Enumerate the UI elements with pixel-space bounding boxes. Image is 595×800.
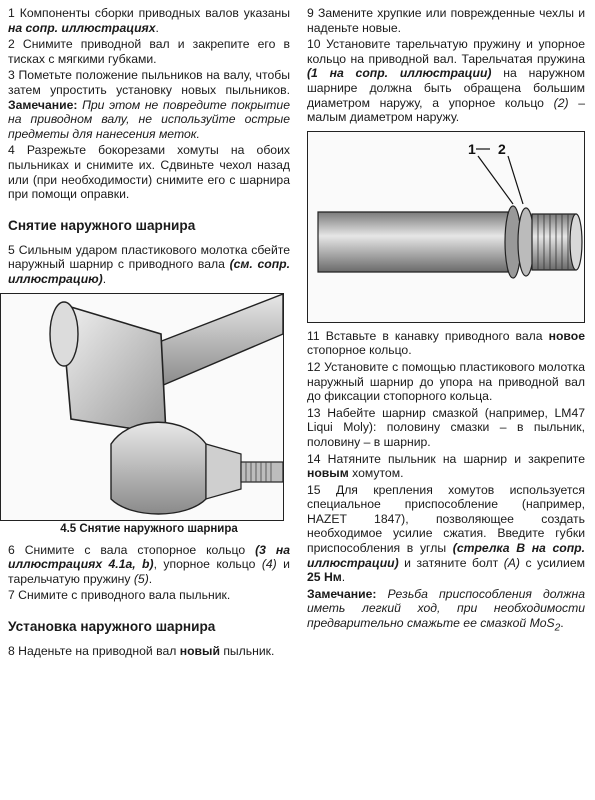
text: 15 Для крепления хомутов используется специальное приспособление (например, HAZET 1847), позволяющее создать необходимое усилие сжатия. Введите губки приспособления в углы	[307, 482, 585, 556]
step-15	[307, 483, 585, 585]
step-9: 9 Замените хрупкие или поврежденные чехлы и наденьте новые.	[307, 6, 585, 35]
text: 11 Вставьте в канавку приводного вала	[307, 328, 549, 343]
ref: (1 на сопр. иллюстрации)	[307, 66, 492, 81]
text: хомутом.	[348, 466, 404, 481]
step-8	[8, 644, 290, 659]
step-1	[8, 6, 290, 35]
text: .	[155, 20, 159, 35]
note-text: Резьба приспособления должна иметь легкий ход, при необходимости предварительно смажьте ее смазкой MoS	[307, 586, 585, 631]
text: 3 Пометьте положение пыльников на валу, чтобы затем упростить установку новых пыльников.	[8, 68, 290, 97]
text: 5 Сильным ударом пластикового молотка сбейте наружный шарнир с приводного вала	[8, 242, 290, 272]
text: .	[102, 271, 107, 286]
step-6	[8, 543, 290, 587]
ref: на сопр. иллюстрациях	[8, 20, 156, 35]
shaft-illustration	[308, 132, 585, 322]
text: 6 Снимите с вала стопорное кольцо	[8, 542, 256, 557]
label-1: 1	[468, 140, 476, 157]
text: 14 Натяните пыльник на шарнир и закрепите	[307, 451, 585, 466]
text: и затяните болт	[398, 555, 504, 570]
step-7: 7 Снимите с приводного вала пыльник.	[8, 588, 231, 603]
right-column	[307, 6, 585, 638]
text: и тарельчатую пружину	[8, 557, 290, 586]
step-13: 13 Набейте шарнир смазкой (например, LM47 Liqui Moly): половину смазки – в пыльник, половину – в шарнир.	[307, 405, 585, 449]
note-text: При этом не повредите покрытие на приводном валу, не используйте острые предметы для нанесения меток.	[8, 97, 290, 141]
section-heading-removal: Снятие наружного шарнира	[8, 217, 196, 233]
step-3	[8, 68, 290, 141]
emphasis: новым	[307, 466, 349, 481]
ref: (5)	[133, 571, 149, 586]
label-2: 2	[498, 140, 506, 157]
ref: (3 на иллюстрациях 4.1a, b)	[8, 542, 290, 572]
text: .	[341, 570, 346, 585]
step-5	[8, 243, 290, 287]
hammer-illustration	[1, 294, 283, 520]
figure-hammer	[0, 293, 284, 521]
note	[307, 587, 585, 636]
text: 10 Установите тарельчатую пружину и упорное кольцо на приводной вал. Тарельчатая пружина	[307, 37, 585, 66]
step-10	[307, 37, 585, 125]
ref: (стрелка B на сопр. иллюстрации)	[307, 541, 586, 570]
text: , упорное кольцо	[153, 557, 262, 572]
text: 1 Компоненты сборки приводных валов указаны	[8, 6, 290, 20]
text: на наружном шарнире должна быть обращена большим диаметром наружу, а упорное кольцо	[307, 66, 586, 110]
step-11	[307, 329, 585, 358]
text: пыльник.	[219, 643, 275, 658]
figure-shaft	[307, 131, 585, 323]
section-heading-install: Установка наружного шарнира	[8, 618, 216, 634]
text: .	[148, 571, 153, 586]
ref: (2)	[553, 95, 569, 110]
text: – малым диаметром наружу.	[307, 95, 585, 125]
subscript: 2	[554, 622, 561, 634]
emphasis: новое	[548, 328, 585, 343]
ref: (4)	[261, 557, 277, 572]
ref: (см. сопр. иллюстрацию)	[8, 257, 290, 286]
torque: 25 Нм	[307, 570, 342, 585]
step-4: 4 Разрежьте бокорезами хомуты на обоих пыльниках и снимите их. Сдвиньте чехол назад или (при необходимости) снимите его с шарнира при помощи оправки.	[8, 143, 290, 202]
emphasis: новый	[179, 643, 220, 658]
note-label: Замечание:	[8, 97, 78, 112]
ref: (A)	[503, 555, 520, 570]
text: .	[560, 616, 564, 631]
text: 8 Наденьте на приводной вал	[8, 643, 180, 658]
step-12: 12 Установите с помощью пластикового молотка наружный шарнир до упора на приводной вал до фиксации стопорного кольца.	[307, 359, 585, 404]
text: с усилием	[519, 555, 585, 570]
text: стопорное кольцо.	[307, 343, 412, 358]
step-14	[307, 452, 585, 481]
figure-caption: 4.5 Снятие наружного шарнира	[60, 522, 238, 535]
left-column	[8, 6, 290, 660]
step-2: 2 Снимите приводной вал и закрепите его в тисках с мягкими губками.	[8, 37, 290, 66]
note-label: Замечание:	[307, 586, 377, 601]
